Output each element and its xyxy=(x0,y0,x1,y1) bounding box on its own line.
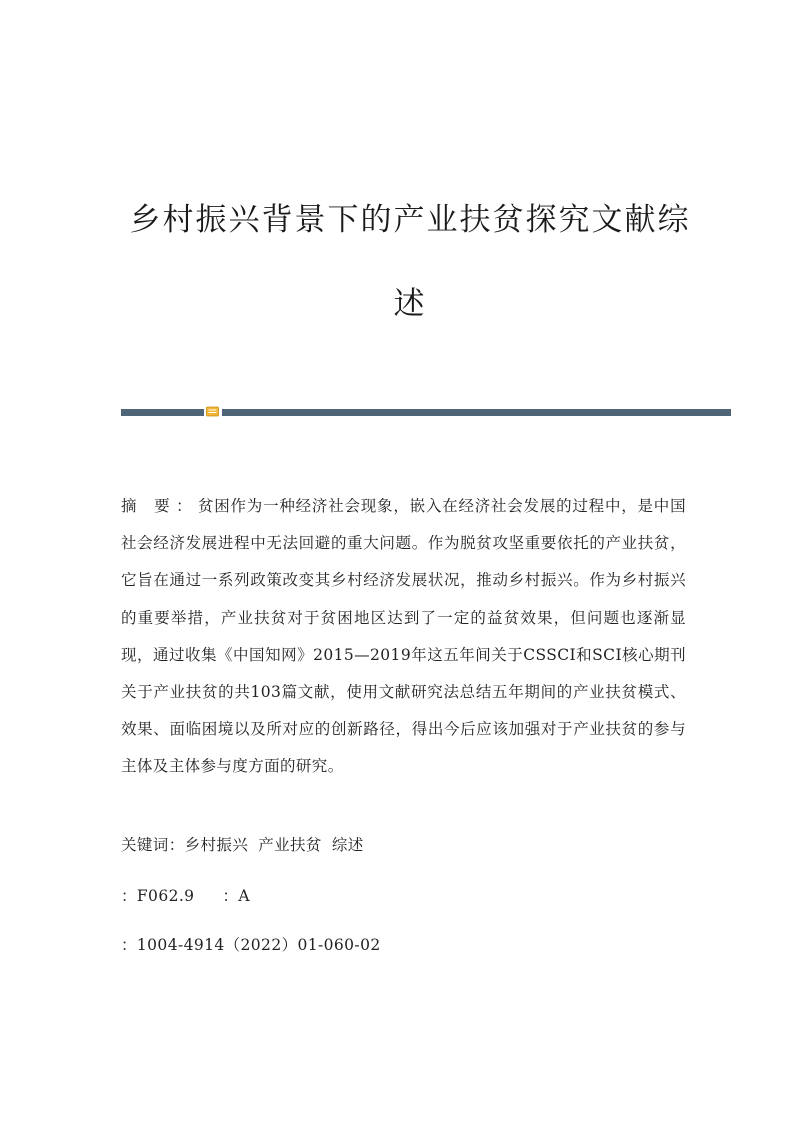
clc-prefix: ： xyxy=(121,887,137,905)
keyword: 产业扶贫 xyxy=(258,836,322,854)
title-divider-left xyxy=(121,409,204,416)
keyword: 综述 xyxy=(331,836,364,854)
abstract-label: 摘 要： xyxy=(121,497,198,515)
abstract-text: 贫困作为一种经济社会现象，嵌入在经济社会发展的过程中，是中国社会经济发展进程中无法回避的重大问题。作为脱贫攻坚重要依托的产业扶贫，它旨在通过一系列政策改变其乡村经济发展状况，推动乡村振兴。作为乡村振兴的重要举措，产业扶贫对于贫困地区达到了一定的益贫效果，但问题也逐渐显现，通过收集《中国知网》2015—2019年这五年间关于CSSCI和SCI核心期刊关于产业扶贫的共103篇文献，使用文献研究法总结五年期间的产业扶贫模式、效果、面临困境以及所对应的创新路径，得出今后应该加强对于产业扶贫的参与主体及主体参与度方面的研究。 xyxy=(121,497,686,776)
title-line-2: 述 xyxy=(393,286,427,322)
classification-line xyxy=(121,884,250,906)
page-title xyxy=(110,178,710,346)
article-number-line xyxy=(121,933,381,955)
article-number-prefix: ： xyxy=(121,936,137,954)
title-line-1: 乡村振兴背景下的产业扶贫探究文献综 xyxy=(129,202,691,238)
abstract xyxy=(121,488,686,786)
keywords-label: 关键词： xyxy=(121,836,185,854)
keyword: 乡村振兴 xyxy=(184,836,249,854)
clc-code: F062.9 xyxy=(136,887,195,905)
doc-code-prefix: ： xyxy=(222,887,239,905)
article-number: 1004-4914（2022）01-060-02 xyxy=(136,936,381,954)
doc-code: A xyxy=(238,887,250,905)
keywords xyxy=(121,833,374,855)
document-icon xyxy=(206,405,219,418)
title-divider-right xyxy=(222,409,731,416)
